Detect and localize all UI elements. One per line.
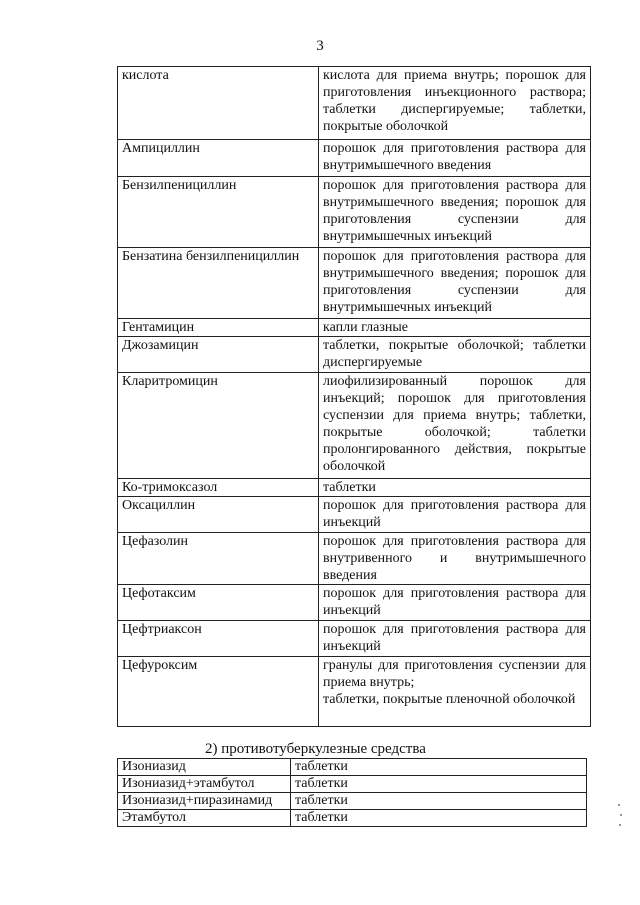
drug-name-cell: Цефтриаксон bbox=[118, 621, 319, 657]
drug-name-cell: Цефотаксим bbox=[118, 585, 319, 621]
table-row bbox=[118, 533, 591, 585]
drug-name-cell: Изониазид+пиразинамид bbox=[118, 793, 291, 810]
dosage-form-cell: таблетки bbox=[291, 776, 587, 793]
table-row bbox=[118, 793, 587, 810]
table-row bbox=[118, 337, 591, 373]
table-row bbox=[118, 177, 591, 248]
scan-speck bbox=[618, 804, 620, 806]
dosage-form-cell: таблетки bbox=[291, 793, 587, 810]
antituberculosis-drugs-table bbox=[117, 758, 587, 827]
drug-name-cell: Цефуроксим bbox=[118, 657, 319, 727]
dosage-form-cell: порошок для приготовления раствора для инъекций bbox=[319, 585, 591, 621]
table-row bbox=[118, 373, 591, 479]
table-row bbox=[118, 479, 591, 497]
dosage-form-cell: кислота для приема внутрь; порошок для приготовления инъекционного раствора; таблетки диспергируемые; таблетки, покрытые оболочкой bbox=[319, 67, 591, 140]
scan-speck bbox=[619, 824, 621, 826]
table-row bbox=[118, 621, 591, 657]
dosage-form-line: гранулы для приготовления суспензии для приема внутрь; bbox=[323, 658, 586, 690]
table-row bbox=[118, 248, 591, 319]
table-row bbox=[118, 657, 591, 727]
page-number: 3 bbox=[316, 38, 324, 54]
dosage-form-cell: порошок для приготовления раствора для инъекций bbox=[319, 497, 591, 533]
drug-name-cell: кислота bbox=[118, 67, 319, 140]
drug-name-cell: Гентамицин bbox=[118, 319, 319, 337]
drug-name-cell: Оксациллин bbox=[118, 497, 319, 533]
scan-speck bbox=[620, 814, 622, 816]
drug-name-cell: Изониазид bbox=[118, 759, 291, 776]
dosage-form-cell: порошок для приготовления раствора для внутримышечного введения bbox=[319, 140, 591, 177]
drug-name-cell: Ко-тримоксазол bbox=[118, 479, 319, 497]
table-row bbox=[118, 497, 591, 533]
table-row bbox=[118, 810, 587, 827]
table-row bbox=[118, 140, 591, 177]
drug-name-cell: Бензилпенициллин bbox=[118, 177, 319, 248]
dosage-form-cell: порошок для приготовления раствора для внутримышечного введения; порошок для приготовления суспензии для внутримышечных инъекций bbox=[319, 248, 591, 319]
table-row bbox=[118, 776, 587, 793]
table-row bbox=[118, 759, 587, 776]
table-row bbox=[118, 585, 591, 621]
dosage-form-cell: порошок для приготовления раствора для внутримышечного введения; порошок для приготовления суспензии для внутримышечных инъекций bbox=[319, 177, 591, 248]
drug-name-cell: Бензатина бензилпенициллин bbox=[118, 248, 319, 319]
drug-name-cell: Кларитромицин bbox=[118, 373, 319, 479]
dosage-form-cell: таблетки, покрытые оболочкой; таблетки диспергируемые bbox=[319, 337, 591, 373]
section-heading: 2) противотуберкулезные средства bbox=[205, 741, 426, 757]
table-row bbox=[118, 319, 591, 337]
drug-name-cell: Ампициллин bbox=[118, 140, 319, 177]
dosage-form-line: таблетки, покрытые пленочной оболочкой bbox=[323, 692, 576, 707]
antibacterial-drugs-table bbox=[117, 66, 591, 727]
dosage-form-cell bbox=[319, 657, 591, 727]
dosage-form-cell: таблетки bbox=[291, 759, 587, 776]
drug-name-cell: Этамбутол bbox=[118, 810, 291, 827]
dosage-form-cell: порошок для приготовления раствора для инъекций bbox=[319, 621, 591, 657]
drug-name-cell: Джозамицин bbox=[118, 337, 319, 373]
table-row bbox=[118, 67, 591, 140]
dosage-form-cell: капли глазные bbox=[319, 319, 591, 337]
dosage-form-cell: таблетки bbox=[319, 479, 591, 497]
dosage-form-cell: таблетки bbox=[291, 810, 587, 827]
dosage-form-cell: лиофилизированный порошок для инъекций; порошок для приготовления суспензии для приема внутрь; таблетки, покрытые оболочкой; таблетки пролонгированного действия, покрытые оболочкой bbox=[319, 373, 591, 479]
drug-name-cell: Изониазид+этамбутол bbox=[118, 776, 291, 793]
drug-name-cell: Цефазолин bbox=[118, 533, 319, 585]
dosage-form-cell: порошок для приготовления раствора для внутривенного и внутримышечного введения bbox=[319, 533, 591, 585]
